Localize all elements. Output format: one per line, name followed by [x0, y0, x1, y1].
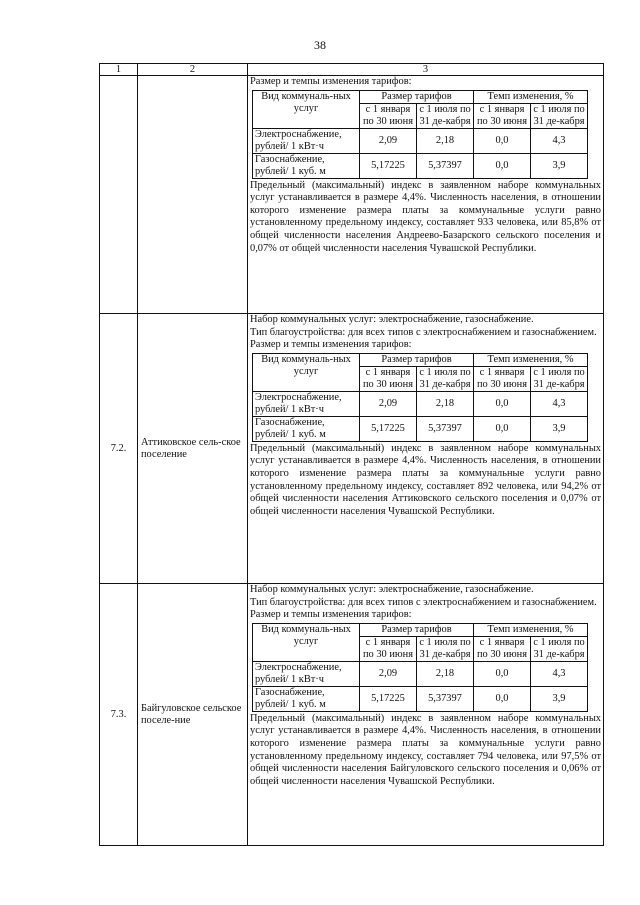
tariff-value: 4,3: [531, 661, 588, 686]
period-header: с 1 июля по 31 де-кабря: [417, 366, 474, 391]
period-header: с 1 июля по 31 де-кабря: [531, 103, 588, 128]
intro-line: Размер и темпы изменения тарифов:: [250, 609, 412, 621]
section-content: [248, 76, 604, 314]
size-header: Размер тарифов: [360, 623, 474, 636]
service-name: Газоснабжение, рублей/ 1 куб. м: [253, 153, 360, 178]
tariff-header-row: [253, 353, 588, 366]
period-header: с 1 июля по 31 де-кабря: [417, 103, 474, 128]
service-header: Вид коммуналь-ных услуг: [253, 353, 360, 391]
tariff-row: [253, 391, 588, 416]
column-number-row: [100, 64, 604, 76]
tariff-table: [252, 90, 588, 179]
service-name: Газоснабжение, рублей/ 1 куб. м: [253, 686, 360, 711]
settlement-name: [138, 76, 248, 314]
service-name: Электроснабжение, рублей/ 1 кВт·ч: [253, 391, 360, 416]
intro-line: Тип благоустройства: для всех типов с электроснабжением и газоснабжением.: [250, 326, 597, 338]
tariff-value: 0,0: [474, 391, 531, 416]
tariff-value: 0,0: [474, 416, 531, 441]
period-header: с 1 января по 30 июня: [360, 366, 417, 391]
intro-line: Набор коммунальных услуг: электроснабжение, газоснабжение.: [250, 314, 534, 325]
period-header: с 1 января по 30 июня: [360, 636, 417, 661]
section-number: [100, 76, 138, 314]
tariff-value: 3,9: [531, 153, 588, 178]
intro-line: Набор коммунальных услуг: электроснабжение, газоснабжение.: [250, 584, 534, 595]
tariff-value: 2,18: [417, 391, 474, 416]
period-header: с 1 января по 30 июня: [474, 366, 531, 391]
tariff-table: [252, 623, 588, 712]
period-header: с 1 июля по 31 де-кабря: [531, 366, 588, 391]
tariff-header-row: [253, 90, 588, 103]
tariff-value: 2,18: [417, 128, 474, 153]
rate-header: Темп изменения, %: [474, 90, 588, 103]
main-table: [99, 63, 604, 846]
section-row: [100, 584, 604, 846]
tariff-value: 4,3: [531, 128, 588, 153]
column-number-1: 1: [100, 64, 138, 76]
tariff-value: 0,0: [474, 128, 531, 153]
period-header: с 1 января по 30 июня: [474, 636, 531, 661]
tariff-value: 0,0: [474, 686, 531, 711]
tariff-value: 2,09: [360, 661, 417, 686]
tariff-value: 2,09: [360, 128, 417, 153]
tariff-row: [253, 686, 588, 711]
section-paragraph: Предельный (максимальный) индекс в заявленном наборе коммунальных услуг устанавливается в размере 4,4%. Численность населения, в отношении которого изменение размера платы за коммунальные услуги равно установленному предельному индексу, составляет 794 человека, или 97,5% от общей численности населения Байгуловского сельского поселения и 0,06% от общей численности населения Чувашской Республики.: [250, 712, 601, 787]
column-number-2: 2: [138, 64, 248, 76]
section-paragraph: Предельный (максимальный) индекс в заявленном наборе коммунальных услуг устанавливается в размере 4,4%. Численность населения, в отношении которого изменение размера платы за коммунальные услуги равно установленному предельному индексу, составляет 892 человека, или 94,2% от общей численности населения Аттиковского сельского поселения и 0,07% от общей численности населения Чувашской Республики.: [250, 442, 601, 517]
tariff-value: 5,37397: [417, 686, 474, 711]
tariff-value: 2,09: [360, 391, 417, 416]
size-header: Размер тарифов: [360, 90, 474, 103]
section-row: [100, 76, 604, 314]
section-paragraph: Предельный (максимальный) индекс в заявленном наборе коммунальных услуг устанавливается в размере 4,4%. Численность населения, в отношении которого изменение размера платы за коммунальные услуги равно установленному предельному индексу, составляет 933 человека, или 85,8% от общей численности населения Андреево-Базарского сельского поселения и 0,07% от общей численности населения Чувашской Республики.: [250, 179, 601, 254]
tariff-header-row: [253, 623, 588, 636]
size-header: Размер тарифов: [360, 353, 474, 366]
section-content: [248, 314, 604, 584]
tariff-value: 0,0: [474, 153, 531, 178]
tariff-value: 3,9: [531, 686, 588, 711]
settlement-name: Байгуловское сельское поселе-ние: [138, 584, 248, 846]
tariff-value: 0,0: [474, 661, 531, 686]
intro-line: Размер и темпы изменения тарифов:: [250, 76, 412, 87]
rate-header: Темп изменения, %: [474, 623, 588, 636]
rate-header: Темп изменения, %: [474, 353, 588, 366]
period-header: с 1 июля по 31 де-кабря: [417, 636, 474, 661]
tariff-row: [253, 128, 588, 153]
period-header: с 1 января по 30 июня: [360, 103, 417, 128]
section-number: 7.3.: [100, 584, 138, 846]
settlement-name: Аттиковское сель-ское поселение: [138, 314, 248, 584]
service-header: Вид коммуналь-ных услуг: [253, 623, 360, 661]
service-name: Газоснабжение, рублей/ 1 куб. м: [253, 416, 360, 441]
section-number: 7.2.: [100, 314, 138, 584]
tariff-row: [253, 416, 588, 441]
tariff-value: 5,37397: [417, 416, 474, 441]
tariff-value: 5,17225: [360, 153, 417, 178]
tariff-value: 5,17225: [360, 416, 417, 441]
service-name: Электроснабжение, рублей/ 1 кВт·ч: [253, 661, 360, 686]
intro-line: Размер и темпы изменения тарифов:: [250, 339, 412, 351]
tariff-row: [253, 153, 588, 178]
tariff-value: 3,9: [531, 416, 588, 441]
tariff-row: [253, 661, 588, 686]
service-header: Вид коммуналь-ных услуг: [253, 90, 360, 128]
section-row: [100, 314, 604, 584]
tariff-value: 5,17225: [360, 686, 417, 711]
period-header: с 1 июля по 31 де-кабря: [531, 636, 588, 661]
period-header: с 1 января по 30 июня: [474, 103, 531, 128]
service-name: Электроснабжение, рублей/ 1 кВт·ч: [253, 128, 360, 153]
page-number: 38: [314, 38, 326, 52]
section-content: [248, 584, 604, 846]
column-number-3: 3: [248, 64, 604, 76]
tariff-table: [252, 353, 588, 442]
intro-line: Тип благоустройства: для всех типов с электроснабжением и газоснабжением.: [250, 596, 597, 608]
tariff-value: 4,3: [531, 391, 588, 416]
tariff-value: 5,37397: [417, 153, 474, 178]
tariff-value: 2,18: [417, 661, 474, 686]
